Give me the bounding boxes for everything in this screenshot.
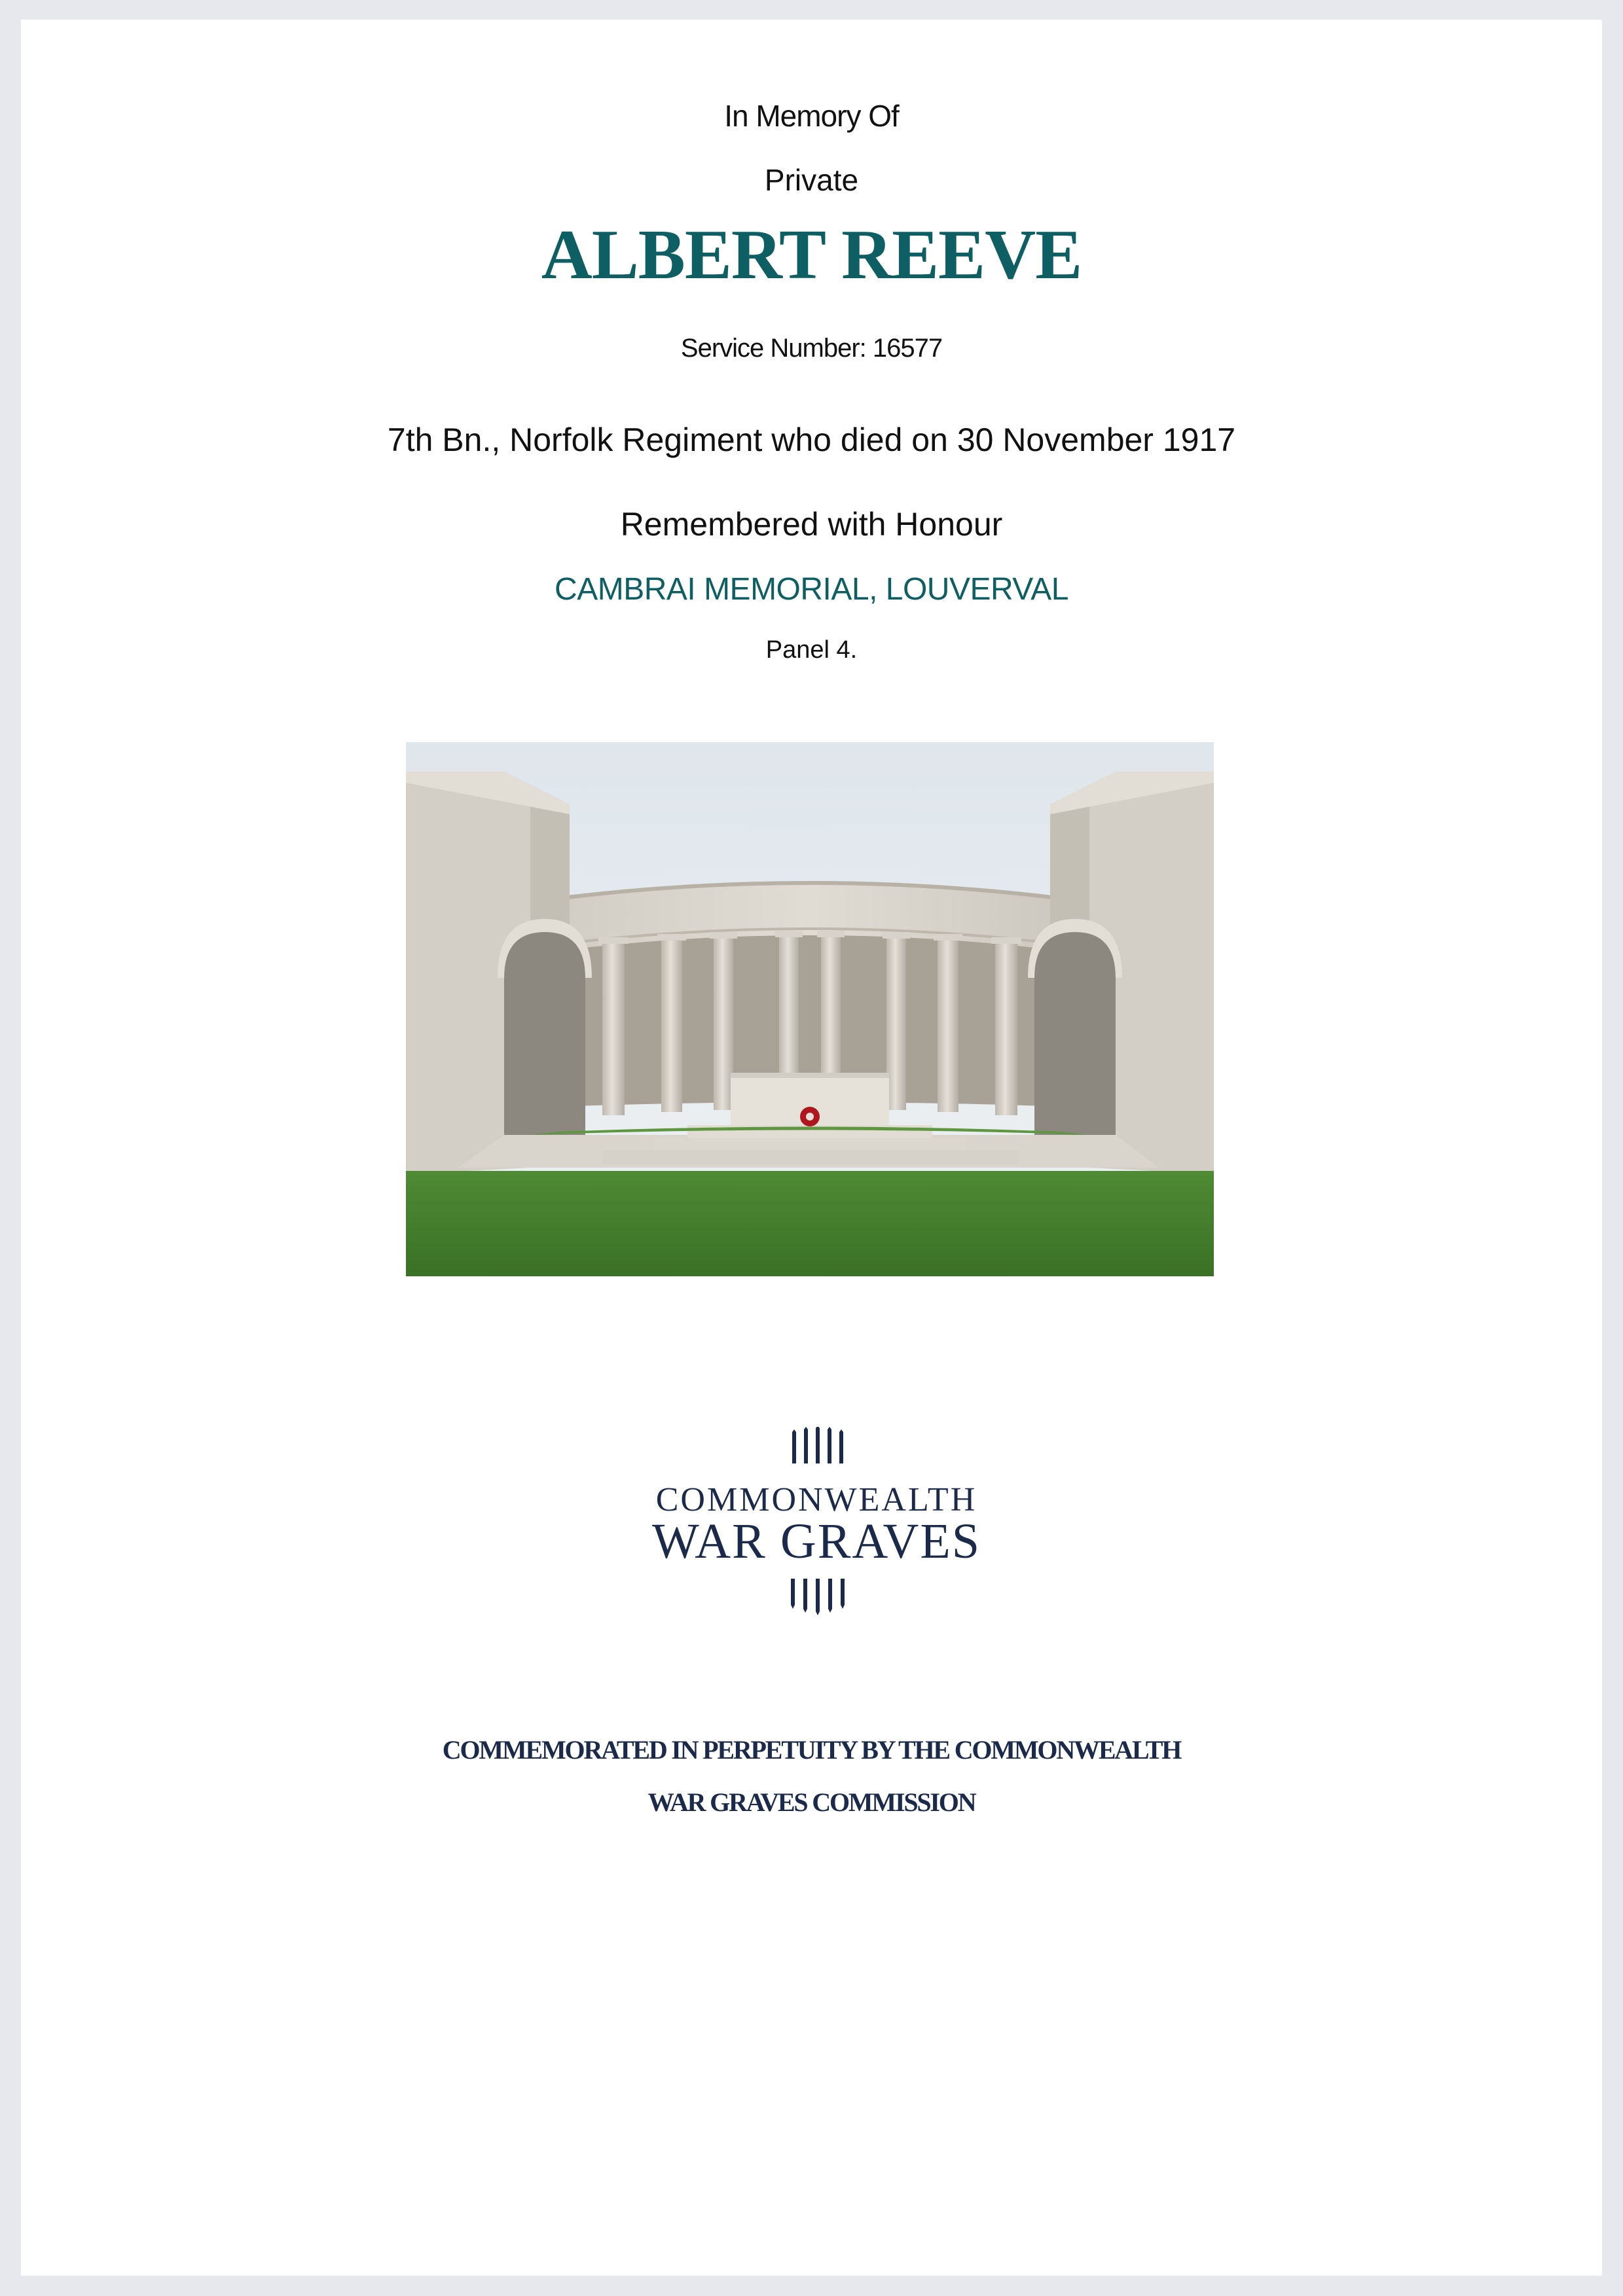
logo-line2: WAR GRAVES xyxy=(651,1514,981,1569)
grave-reference: Panel 4. xyxy=(765,636,858,664)
service-number: Service Number: 16577 xyxy=(680,334,943,363)
logo-bars-bottom xyxy=(791,1579,845,1615)
memorial-photo xyxy=(406,742,1214,1276)
commemoration-line2: WAR GRAVES COMMISSION xyxy=(647,1787,976,1817)
commemoration-line1: COMMEMORATED IN PERPETUITY BY THE COMMONWEALTH xyxy=(442,1735,1181,1765)
rank-text: Private xyxy=(764,163,859,197)
cwgc-logo xyxy=(613,1427,1019,1662)
cemetery-name: CAMBRAI MEMORIAL, LOUVERVAL xyxy=(555,572,1068,607)
honour-text: Remembered with Honour xyxy=(620,506,1003,543)
logo-bars-top xyxy=(792,1427,843,1463)
certificate-page xyxy=(21,20,1602,2276)
casualty-name: ALBERT REEVE xyxy=(541,216,1082,294)
logo-line1: COMMONWEALTH xyxy=(655,1481,977,1518)
intro-text: In Memory Of xyxy=(724,99,899,133)
unit-line: 7th Bn., Norfolk Regiment who died on 30 November 1917 xyxy=(387,422,1236,458)
